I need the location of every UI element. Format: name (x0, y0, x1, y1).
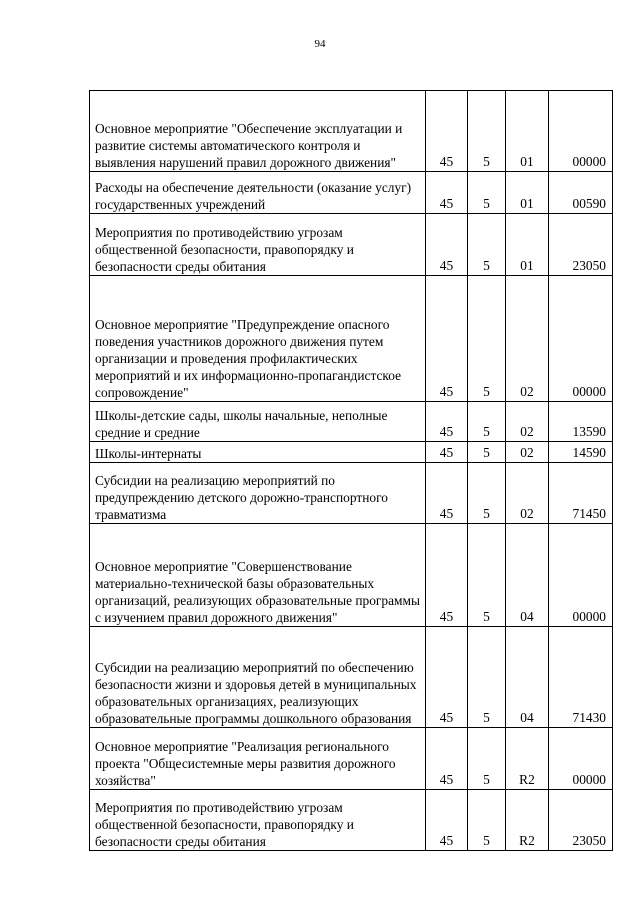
row-code-3: 01 (506, 214, 549, 276)
table-row (90, 402, 613, 442)
row-code-1: 45 (426, 91, 468, 172)
table-row (90, 728, 613, 790)
row-code-4: 00590 (549, 172, 613, 214)
row-code-1: 45 (426, 463, 468, 524)
row-name: Основное мероприятие "Совершенствование материально-технической базы образовательных организаций, реализующих образовательные программы с изучением правил дорожного движения" (90, 524, 426, 627)
row-code-4: 00000 (549, 524, 613, 627)
row-code-2: 5 (468, 627, 506, 728)
row-name: Школы-детские сады, школы начальные, неполные средние и средние (90, 402, 426, 442)
table-row (90, 442, 613, 463)
row-code-4: 13590 (549, 402, 613, 442)
row-code-1: 45 (426, 627, 468, 728)
table-row (90, 172, 613, 214)
row-code-2: 5 (468, 463, 506, 524)
row-code-3: 02 (506, 463, 549, 524)
row-code-1: 45 (426, 790, 468, 851)
row-code-2: 5 (468, 402, 506, 442)
row-code-4: 14590 (549, 442, 613, 463)
row-name: Мероприятия по противодействию угрозам общественной безопасности, правопорядку и безопасности среды обитания (90, 790, 426, 851)
row-code-2: 5 (468, 790, 506, 851)
row-name: Школы-интернаты (90, 442, 426, 463)
row-code-3: R2 (506, 790, 549, 851)
row-name: Основное мероприятие "Обеспечение эксплуатации и развитие системы автоматического контроля и выявления нарушений правил дорожного движения" (90, 91, 426, 172)
table-row (90, 214, 613, 276)
table-row (90, 790, 613, 851)
row-name: Основное мероприятие "Предупреждение опасного поведения участников дорожного движения путем организации и проведения профилактических мероприятий и их информационно-пропагандистское сопровождение" (90, 276, 426, 402)
row-code-2: 5 (468, 214, 506, 276)
table-row (90, 463, 613, 524)
row-name: Субсидии на реализацию мероприятий по обеспечению безопасности жизни и здоровья детей в муниципальных образовательных организациях, реализующих образовательные программы дошкольного образования (90, 627, 426, 728)
row-name: Субсидии на реализацию мероприятий по предупреждению детского дорожно-транспортного травматизма (90, 463, 426, 524)
row-code-2: 5 (468, 91, 506, 172)
row-code-2: 5 (468, 728, 506, 790)
row-code-3: 02 (506, 276, 549, 402)
row-code-3: 02 (506, 442, 549, 463)
row-code-3: 01 (506, 172, 549, 214)
row-name: Расходы на обеспечение деятельности (оказание услуг) государственных учреждений (90, 172, 426, 214)
row-code-1: 45 (426, 524, 468, 627)
row-code-4: 71450 (549, 463, 613, 524)
row-code-3: 04 (506, 524, 549, 627)
row-code-1: 45 (426, 728, 468, 790)
table-row (90, 524, 613, 627)
row-code-2: 5 (468, 524, 506, 627)
row-code-3: 01 (506, 91, 549, 172)
row-code-4: 23050 (549, 214, 613, 276)
row-code-2: 5 (468, 276, 506, 402)
row-code-2: 5 (468, 172, 506, 214)
row-code-4: 71430 (549, 627, 613, 728)
row-code-1: 45 (426, 402, 468, 442)
row-code-2: 5 (468, 442, 506, 463)
row-code-4: 00000 (549, 91, 613, 172)
row-code-1: 45 (426, 172, 468, 214)
row-code-4: 00000 (549, 276, 613, 402)
row-code-4: 23050 (549, 790, 613, 851)
table-row (90, 91, 613, 172)
row-code-1: 45 (426, 442, 468, 463)
table-row (90, 276, 613, 402)
row-code-3: 04 (506, 627, 549, 728)
row-name: Основное мероприятие "Реализация регионального проекта "Общесистемные меры развития дорожного хозяйства" (90, 728, 426, 790)
row-code-3: R2 (506, 728, 549, 790)
page-number: 94 (314, 38, 326, 50)
row-code-3: 02 (506, 402, 549, 442)
row-code-1: 45 (426, 214, 468, 276)
row-name: Мероприятия по противодействию угрозам общественной безопасности, правопорядку и безопасности среды обитания (90, 214, 426, 276)
row-code-1: 45 (426, 276, 468, 402)
row-code-4: 00000 (549, 728, 613, 790)
table-row (90, 627, 613, 728)
budget-table (89, 90, 613, 851)
